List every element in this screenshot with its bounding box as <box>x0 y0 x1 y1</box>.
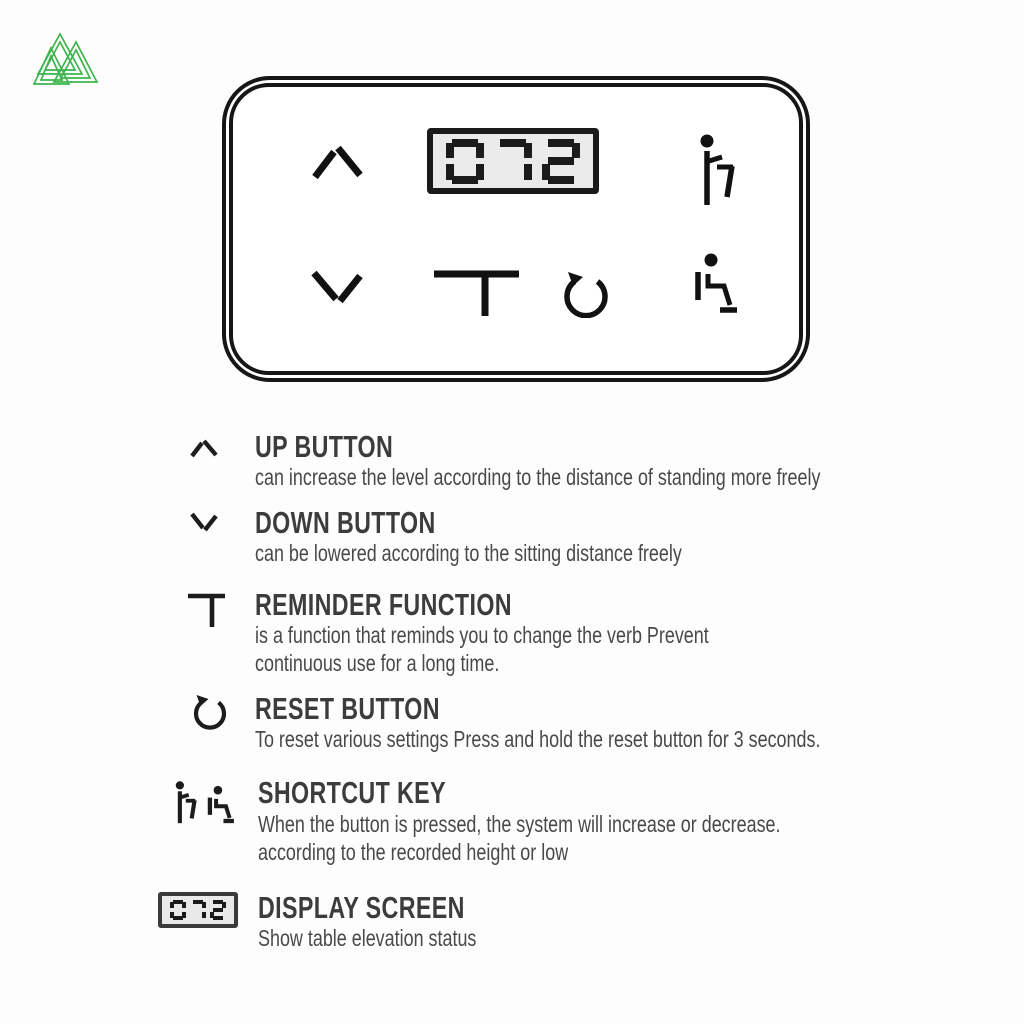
legend-desc-reminder-function: is a function that reminds you to change the verb Prevent continuous use for a long time. <box>255 622 709 676</box>
legend-title-up-button: UP BUTTON <box>255 429 394 464</box>
person-standing-icon <box>692 132 736 208</box>
reset-circular-arrow-icon <box>558 270 614 318</box>
stand-memory-button[interactable] <box>692 132 736 208</box>
legend-chevron-down-icon <box>189 511 219 533</box>
chevron-up-icon <box>309 142 365 180</box>
legend-person-sitting-icon <box>205 784 237 826</box>
green-triple-triangle-logo-icon <box>33 30 99 90</box>
panel-inner-border <box>229 83 803 375</box>
legend-title-display-screen: DISPLAY SCREEN <box>258 890 465 925</box>
down-button[interactable] <box>309 268 365 306</box>
legend-person-standing-icon <box>171 780 197 825</box>
person-sitting-icon <box>690 250 742 318</box>
legend-display-screen-icon <box>158 892 238 928</box>
up-button[interactable] <box>309 142 365 180</box>
reset-button[interactable] <box>558 270 614 318</box>
legend-display-value <box>170 900 226 920</box>
legend-desc-shortcut-key: When the button is pressed, the system will increase or decrease. according to the recorded height or low <box>258 811 781 865</box>
legend-title-down-button: DOWN BUTTON <box>255 505 436 540</box>
sit-memory-button[interactable] <box>690 250 742 318</box>
reminder-button[interactable] <box>432 268 522 318</box>
reminder-t-icon <box>432 268 522 318</box>
chevron-down-icon <box>309 268 365 306</box>
brand-logo <box>33 30 99 90</box>
legend-title-shortcut-key: SHORTCUT KEY <box>258 775 446 810</box>
legend-title-reset-button: RESET BUTTON <box>255 691 440 726</box>
desk-control-panel <box>222 76 810 382</box>
legend-desc-display-screen: Show table elevation status <box>258 925 477 951</box>
legend-chevron-up-icon <box>189 438 219 458</box>
height-display-screen <box>427 128 599 194</box>
legend-title-reminder-function: REMINDER FUNCTION <box>255 587 512 622</box>
legend-reminder-t-icon <box>187 592 227 630</box>
legend-desc-up-button: can increase the level according to the distance of standing more freely <box>255 464 821 490</box>
legend-desc-down-button: can be lowered according to the sitting distance freely <box>255 540 682 566</box>
legend-desc-reset-button: To reset various settings Press and hold the reset button for 3 seconds. <box>255 726 821 752</box>
display-value <box>446 139 580 184</box>
legend-reset-icon <box>189 693 231 733</box>
